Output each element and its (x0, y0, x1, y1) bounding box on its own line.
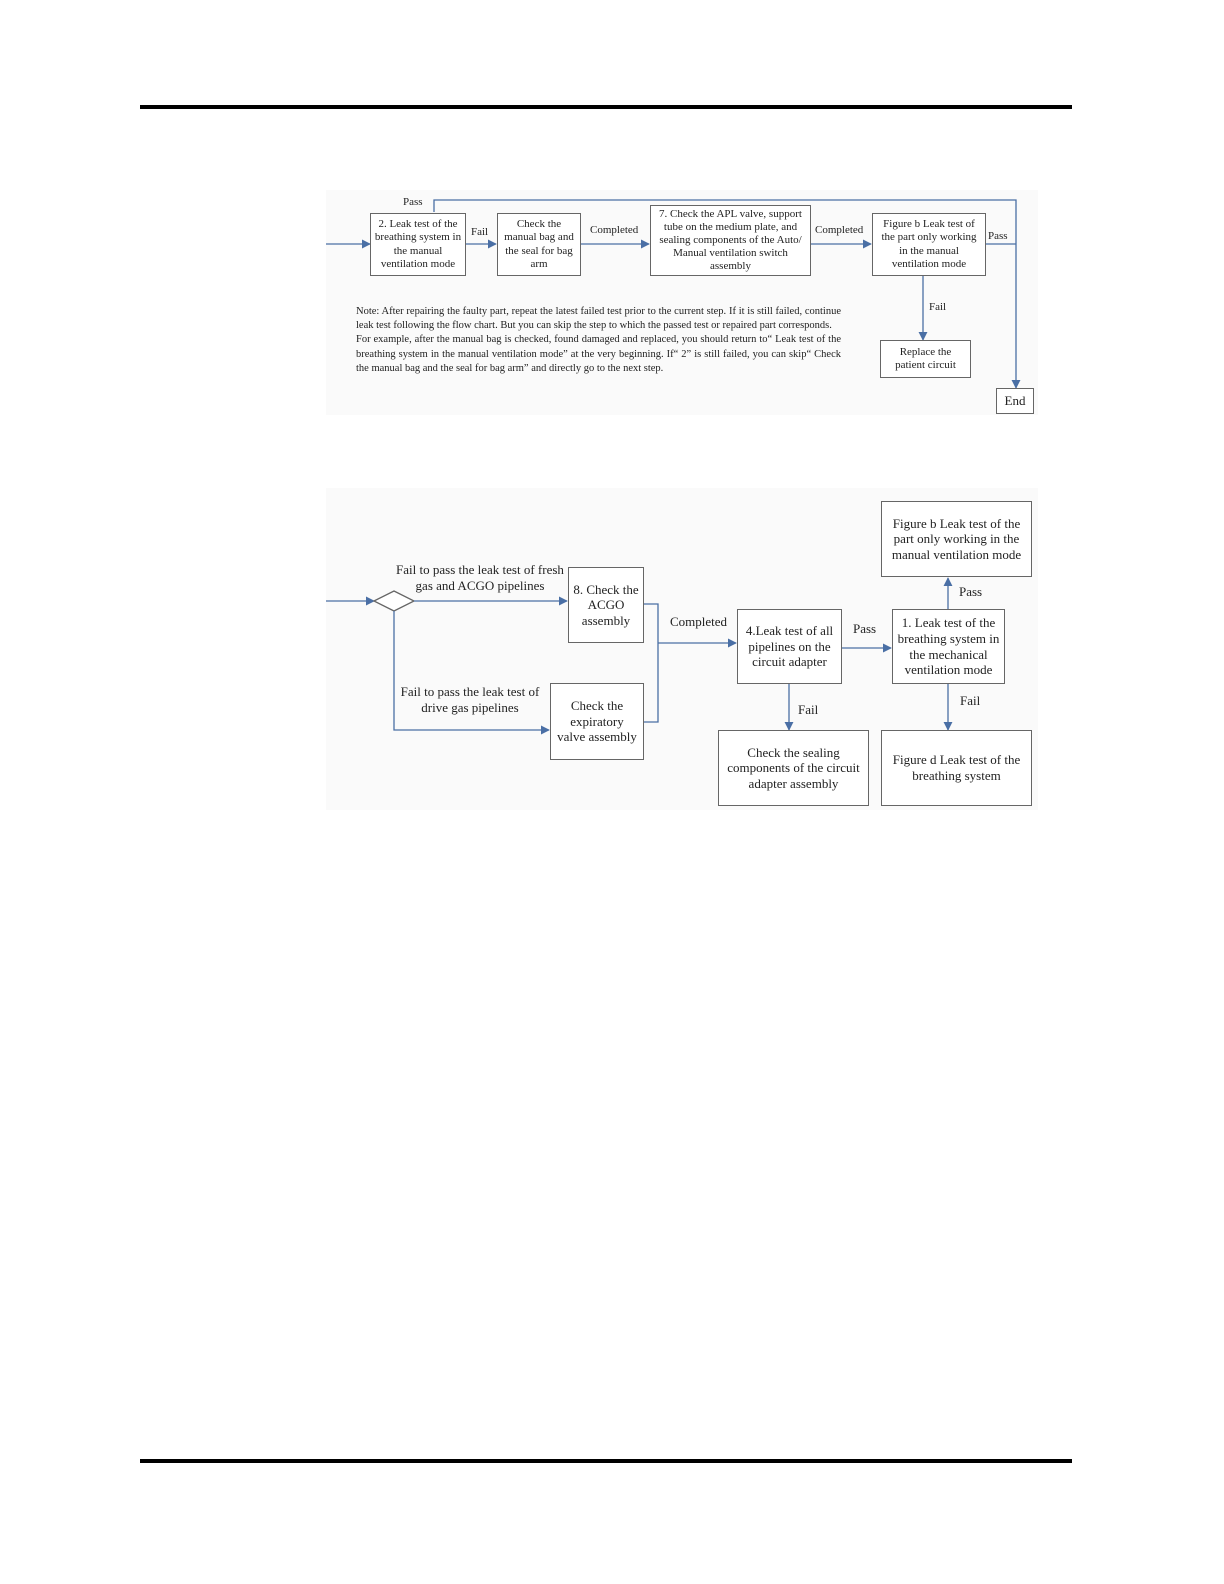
check-manual-bag-box: Check the manual bag and the seal for bag arm (497, 213, 581, 276)
completed-label-b: Completed (670, 614, 728, 629)
leak-test-pipelines-box: 4.Leak test of all pipelines on the circuit adapter (737, 609, 842, 684)
leak-test-mechanical-box: 1. Leak test of the breathing system in the mechanical ventilation mode (892, 609, 1005, 684)
completed-label-1: Completed (590, 224, 639, 236)
check-expiratory-valve-box: Check the expiratory valve assembly (550, 683, 644, 760)
fail-drive-gas-label: Fail to pass the leak test of drive gas pipelines (400, 684, 540, 716)
footer-rule (140, 1459, 1072, 1463)
fail-label-b-1: Fail (798, 702, 819, 717)
fail-label-b-2: Fail (960, 693, 981, 708)
leak-test-manual-box: 2. Leak test of the breathing system in the manual ventilation mode (370, 213, 466, 276)
figure-b-leak-test-box-2: Figure b Leak test of the part only working in the manual ventilation mode (881, 501, 1032, 577)
flowchart-figure-b (326, 488, 1038, 810)
header-rule (140, 105, 1072, 109)
pass-label-b-up: Pass (959, 584, 983, 599)
pass-label-right: Pass (988, 230, 1008, 242)
check-apl-valve-box: 7. Check the APL valve, support tube on the medium plate, and sealing components of the Auto/ Manual ventilation switch assembly (650, 205, 811, 276)
figure-d-leak-test-box: Figure d Leak test of the breathing system (881, 730, 1032, 806)
check-acgo-box: 8. Check the ACGO assembly (568, 567, 644, 643)
fail-label: Fail (471, 226, 489, 238)
figure-b-leak-test-box: Figure b Leak test of the part only working in the manual ventilation mode (872, 213, 986, 276)
pass-label-top: Pass (403, 196, 423, 208)
end-box: End (996, 388, 1034, 414)
check-sealing-box: Check the sealing components of the circuit adapter assembly (718, 730, 869, 806)
fail-fresh-gas-label: Fail to pass the leak test of fresh gas and ACGO pipelines (396, 562, 564, 594)
pass-label-b-right: Pass (853, 621, 877, 636)
fail-label-down: Fail (929, 301, 947, 313)
replace-patient-circuit-box: Replace the patient circuit (880, 340, 971, 378)
note-text (356, 305, 841, 376)
note-paragraph-2: For example, after the manual bag is checked, found damaged and replaced, you should return to“ Leak test of the breathing system in the manual ventilation mode” at the very beginning. If“ 2” is still failed, you can skip“ Check the manual bag and the seal for bag arm” and directly go to the next step. (356, 334, 841, 374)
flowchart-figure-a (326, 190, 1038, 415)
line-acgo-merge (644, 604, 658, 722)
note-paragraph-1: Note: After repairing the faulty part, repeat the latest failed test prior to the current step. If it is still failed, continue leak test following the flow chart. But you can skip the step to which the passed test or repaired part corresponds. (356, 306, 841, 332)
completed-label-2: Completed (815, 224, 864, 236)
